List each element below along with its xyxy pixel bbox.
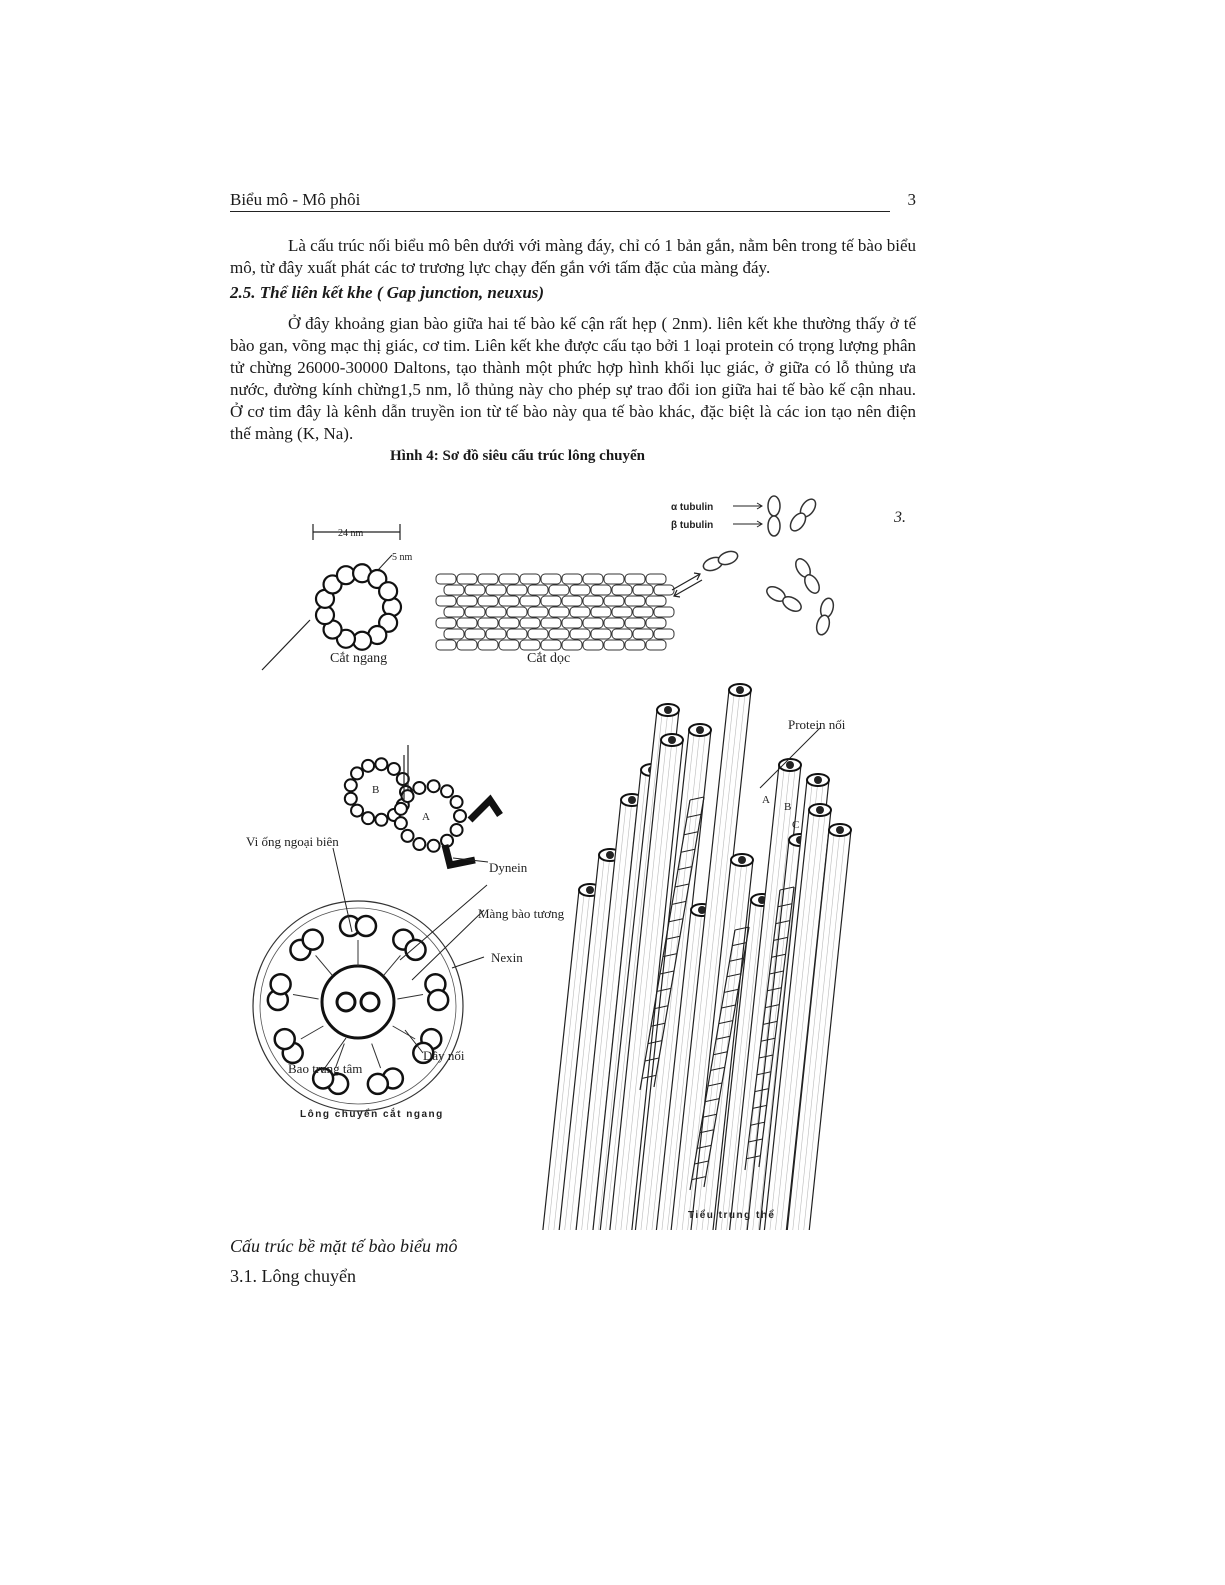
microtubule-longitudinal (436, 574, 674, 650)
label-beta-tubulin: β tubulin (671, 520, 714, 531)
tubulin-dimers (702, 496, 836, 636)
label-fig-number: 3. (894, 509, 906, 526)
label-tieu-trung-the: Tiểu trung thể (688, 1210, 776, 1221)
label-cross-section: Cắt ngang (330, 651, 388, 666)
caption-surface: Cấu trúc bề mặt tế bào biểu mô (230, 1236, 458, 1256)
figure-title: Hình 4: Sơ đồ siêu cấu trúc lông chuyển (390, 448, 646, 464)
basal-body-3d (519, 684, 851, 1230)
header-title: Biểu mô - Mô phôi (230, 190, 361, 209)
microtubule-cross-section (316, 564, 401, 650)
label-C: C (792, 819, 800, 831)
label-nexin: Nexin (491, 950, 523, 965)
section-heading-2-5: 2.5. Thể liên kết khe ( Gap junction, neuxus) (230, 283, 545, 302)
cilium-figure (0, 470, 1225, 1230)
page-number: 3 (907, 190, 916, 209)
label-longitudinal: Cắt dọc (527, 651, 571, 666)
equilibrium-arrows (672, 573, 702, 597)
label-protein-noi: Protein nối (788, 717, 846, 732)
doublet-detail (345, 745, 500, 865)
microtubule-diagram (262, 496, 906, 670)
label-vi-ong: Vi ống ngoại biên (246, 834, 339, 849)
label-A2: A (762, 794, 770, 806)
tubulin-brackets (733, 503, 762, 527)
label-cilium-cross: Lông chuyển cắt ngang (300, 1109, 444, 1120)
section-heading-3-1: 3.1. Lông chuyển (230, 1266, 356, 1286)
label-bao-trung-tam: Bao trung tâm (288, 1061, 363, 1076)
paragraph-gap-junction: Ở đây khoảng gian bào giữa hai tế bào kế cận rất hẹp ( 2nm). liên kết khe thường thấy ở tế bào gan, võng mạc thị giác, cơ tim. Liên kết khe được cấu tạo bởi 1 loại protein có trọng lượng phân tử chừng 26000-30000 Daltons, tạo thành một phức hợp hình khối lục giác, ở giữa có lỗ thủng ưa nước, đường kính chừng1,5 nm, lỗ thủng này cho phép sự trao đổi ion giữa hai tế bào kế cận nhau. Ở cơ tim đây là kênh dẫn truyền ion từ tế bào này qua tế bào khác, đặc biệt là các ion tạo nên điện thế màng (K, Na). (230, 314, 916, 443)
pointer-line (262, 620, 310, 670)
page-header (230, 190, 916, 214)
label-mang-bao-tuong: Màng bào tương (478, 906, 565, 921)
paragraph-hemidesmosome: Là cấu trúc nối biểu mô bên dưới với màng đáy, chỉ có 1 bản gắn, nằm bên trong tế bào biểu mô, từ đây xuất phát các tơ trương lực chạy đến gắn với tấm đặc của màng đáy. (230, 236, 916, 277)
header-rule (230, 211, 890, 212)
label-alpha-tubulin: α tubulin (671, 502, 714, 513)
label-A: A (422, 811, 430, 823)
label-dynein: Dynein (489, 860, 528, 875)
label-day-noi: Dây nối (423, 1048, 465, 1063)
label-B2: B (784, 801, 792, 813)
label-5nm: 5 nm (392, 552, 413, 563)
label-24nm: 24 nm (338, 528, 364, 539)
label-B: B (372, 784, 380, 796)
